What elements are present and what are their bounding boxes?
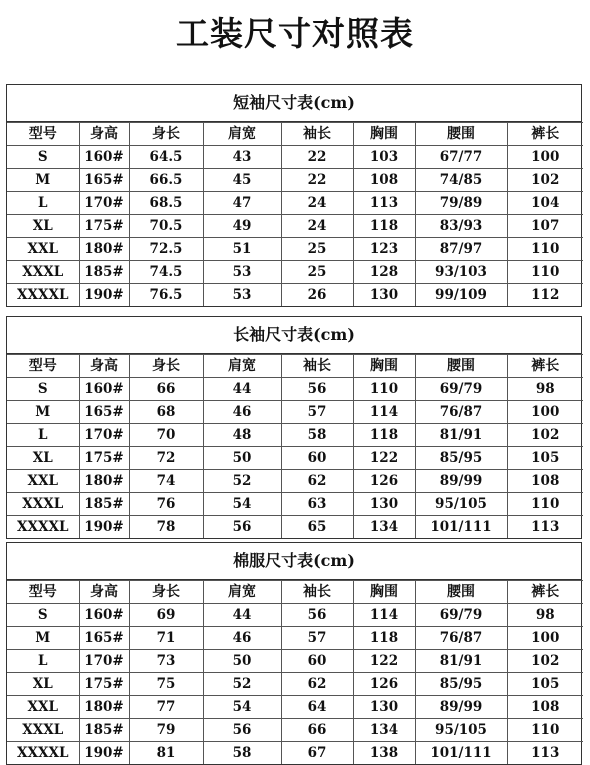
table-cell: XXXXL bbox=[7, 284, 79, 307]
table-cell: 51 bbox=[203, 238, 281, 261]
table-cell: L bbox=[7, 650, 79, 673]
table-cell: 190# bbox=[79, 516, 129, 539]
padded-coat-section bbox=[6, 542, 582, 765]
table-row bbox=[7, 719, 583, 742]
table-cell: M bbox=[7, 401, 79, 424]
table-cell: 100 bbox=[507, 627, 583, 650]
table-cell: 112 bbox=[507, 284, 583, 307]
table-cell: 74/85 bbox=[415, 169, 507, 192]
table-row bbox=[7, 261, 583, 284]
table-row bbox=[7, 493, 583, 516]
column-header: 型号 bbox=[7, 123, 79, 146]
column-header: 袖长 bbox=[281, 581, 353, 604]
table-cell: 128 bbox=[353, 261, 415, 284]
table-row bbox=[7, 401, 583, 424]
table-cell: 46 bbox=[203, 401, 281, 424]
table-cell: 66 bbox=[129, 378, 203, 401]
table-cell: 56 bbox=[203, 516, 281, 539]
table-cell: 65 bbox=[281, 516, 353, 539]
table-cell: 105 bbox=[507, 673, 583, 696]
table-cell: 76/87 bbox=[415, 627, 507, 650]
table-cell: 53 bbox=[203, 284, 281, 307]
table-cell: 108 bbox=[353, 169, 415, 192]
table-cell: XL bbox=[7, 673, 79, 696]
table-cell: 110 bbox=[507, 493, 583, 516]
table-cell: 67 bbox=[281, 742, 353, 765]
table-row bbox=[7, 627, 583, 650]
table-cell: 165# bbox=[79, 169, 129, 192]
table-cell: 100 bbox=[507, 146, 583, 169]
table-cell: 54 bbox=[203, 696, 281, 719]
table-cell: XXXXL bbox=[7, 742, 79, 765]
table-cell: 104 bbox=[507, 192, 583, 215]
table-cell: 68 bbox=[129, 401, 203, 424]
table-cell: M bbox=[7, 169, 79, 192]
table-cell: 76 bbox=[129, 493, 203, 516]
table-cell: 57 bbox=[281, 627, 353, 650]
table-cell: XXL bbox=[7, 696, 79, 719]
table-row bbox=[7, 192, 583, 215]
table-cell: 87/97 bbox=[415, 238, 507, 261]
table-cell: 126 bbox=[353, 673, 415, 696]
table-cell: S bbox=[7, 378, 79, 401]
table-cell: 62 bbox=[281, 470, 353, 493]
table-row bbox=[7, 673, 583, 696]
header-row bbox=[7, 355, 583, 378]
table-cell: 113 bbox=[507, 516, 583, 539]
table-cell: 101/111 bbox=[415, 742, 507, 765]
table-cell: XXXL bbox=[7, 719, 79, 742]
column-header: 肩宽 bbox=[203, 581, 281, 604]
table-cell: 43 bbox=[203, 146, 281, 169]
table-cell: XXL bbox=[7, 238, 79, 261]
table-cell: 25 bbox=[281, 238, 353, 261]
table-cell: 110 bbox=[507, 719, 583, 742]
table-cell: 170# bbox=[79, 424, 129, 447]
table-cell: 175# bbox=[79, 673, 129, 696]
table-cell: S bbox=[7, 146, 79, 169]
table-cell: 110 bbox=[507, 261, 583, 284]
column-header: 肩宽 bbox=[203, 355, 281, 378]
table-cell: 44 bbox=[203, 378, 281, 401]
table-cell: 50 bbox=[203, 447, 281, 470]
table-cell: 24 bbox=[281, 215, 353, 238]
column-header: 裤长 bbox=[507, 581, 583, 604]
column-header: 身高 bbox=[79, 355, 129, 378]
table-cell: XL bbox=[7, 215, 79, 238]
table-cell: 170# bbox=[79, 192, 129, 215]
short-sleeve-section bbox=[6, 84, 582, 307]
table-cell: 101/111 bbox=[415, 516, 507, 539]
table-row bbox=[7, 169, 583, 192]
table-cell: 72 bbox=[129, 447, 203, 470]
table-cell: 60 bbox=[281, 447, 353, 470]
column-header: 裤长 bbox=[507, 355, 583, 378]
table-cell: XXXL bbox=[7, 493, 79, 516]
table-row bbox=[7, 742, 583, 765]
table-cell: M bbox=[7, 627, 79, 650]
table-cell: 180# bbox=[79, 696, 129, 719]
table-cell: 175# bbox=[79, 215, 129, 238]
table-row bbox=[7, 215, 583, 238]
column-header: 身长 bbox=[129, 355, 203, 378]
table-row bbox=[7, 604, 583, 627]
table-cell: 73 bbox=[129, 650, 203, 673]
column-header: 胸围 bbox=[353, 581, 415, 604]
table-cell: 100 bbox=[507, 401, 583, 424]
table-cell: 60 bbox=[281, 650, 353, 673]
table-cell: 110 bbox=[353, 378, 415, 401]
table-cell: 170# bbox=[79, 650, 129, 673]
table-cell: 185# bbox=[79, 261, 129, 284]
table-cell: 95/105 bbox=[415, 719, 507, 742]
header-row bbox=[7, 123, 583, 146]
table-cell: 126 bbox=[353, 470, 415, 493]
column-header: 型号 bbox=[7, 581, 79, 604]
table-cell: 113 bbox=[507, 742, 583, 765]
table-cell: 114 bbox=[353, 401, 415, 424]
table-cell: 66.5 bbox=[129, 169, 203, 192]
table-cell: 130 bbox=[353, 696, 415, 719]
column-header: 腰围 bbox=[415, 355, 507, 378]
table-cell: L bbox=[7, 192, 79, 215]
page-title: 工装尺寸对照表 bbox=[176, 14, 414, 53]
table-cell: XXXL bbox=[7, 261, 79, 284]
table-cell: 63 bbox=[281, 493, 353, 516]
table-cell: 180# bbox=[79, 470, 129, 493]
table-row bbox=[7, 447, 583, 470]
column-header: 身长 bbox=[129, 123, 203, 146]
table-cell: 81/91 bbox=[415, 424, 507, 447]
column-header: 腰围 bbox=[415, 581, 507, 604]
table-cell: 54 bbox=[203, 493, 281, 516]
column-header: 胸围 bbox=[353, 355, 415, 378]
section-title: 棉服尺寸表(cm) bbox=[7, 543, 581, 580]
table-row bbox=[7, 424, 583, 447]
table-cell: 165# bbox=[79, 401, 129, 424]
column-header: 裤长 bbox=[507, 123, 583, 146]
table-cell: 160# bbox=[79, 146, 129, 169]
table-cell: 81 bbox=[129, 742, 203, 765]
table-cell: 67/77 bbox=[415, 146, 507, 169]
table-cell: 69/79 bbox=[415, 378, 507, 401]
header-row bbox=[7, 581, 583, 604]
table-cell: 52 bbox=[203, 470, 281, 493]
table-cell: 22 bbox=[281, 169, 353, 192]
column-header: 袖长 bbox=[281, 355, 353, 378]
table-cell: 113 bbox=[353, 192, 415, 215]
table-cell: XXXXL bbox=[7, 516, 79, 539]
table-cell: 118 bbox=[353, 424, 415, 447]
column-header: 身长 bbox=[129, 581, 203, 604]
table-cell: 76/87 bbox=[415, 401, 507, 424]
table-cell: 45 bbox=[203, 169, 281, 192]
table-cell: 62 bbox=[281, 673, 353, 696]
table-cell: 83/93 bbox=[415, 215, 507, 238]
table-cell: 46 bbox=[203, 627, 281, 650]
table-row bbox=[7, 146, 583, 169]
table-cell: 122 bbox=[353, 447, 415, 470]
table-cell: 58 bbox=[281, 424, 353, 447]
table-cell: 52 bbox=[203, 673, 281, 696]
table-row bbox=[7, 650, 583, 673]
table-cell: 79 bbox=[129, 719, 203, 742]
table-cell: 114 bbox=[353, 604, 415, 627]
table-cell: XXL bbox=[7, 470, 79, 493]
table-cell: 130 bbox=[353, 493, 415, 516]
table-cell: 190# bbox=[79, 284, 129, 307]
table-cell: 56 bbox=[281, 604, 353, 627]
table-cell: 74.5 bbox=[129, 261, 203, 284]
table-cell: 70.5 bbox=[129, 215, 203, 238]
table-cell: 68.5 bbox=[129, 192, 203, 215]
table-cell: 99/109 bbox=[415, 284, 507, 307]
table-cell: 72.5 bbox=[129, 238, 203, 261]
table-cell: 78 bbox=[129, 516, 203, 539]
table-cell: 58 bbox=[203, 742, 281, 765]
table-cell: 85/95 bbox=[415, 673, 507, 696]
table-cell: 138 bbox=[353, 742, 415, 765]
table-cell: 75 bbox=[129, 673, 203, 696]
table-cell: 50 bbox=[203, 650, 281, 673]
table-cell: 108 bbox=[507, 470, 583, 493]
table-cell: 24 bbox=[281, 192, 353, 215]
column-header: 胸围 bbox=[353, 123, 415, 146]
table-cell: 102 bbox=[507, 650, 583, 673]
table-cell: 108 bbox=[507, 696, 583, 719]
size-table bbox=[7, 354, 583, 538]
table-cell: 123 bbox=[353, 238, 415, 261]
table-cell: 102 bbox=[507, 169, 583, 192]
column-header: 肩宽 bbox=[203, 123, 281, 146]
table-cell: 47 bbox=[203, 192, 281, 215]
table-row bbox=[7, 378, 583, 401]
table-cell: 122 bbox=[353, 650, 415, 673]
table-cell: 74 bbox=[129, 470, 203, 493]
table-cell: 25 bbox=[281, 261, 353, 284]
table-cell: 118 bbox=[353, 627, 415, 650]
table-cell: 57 bbox=[281, 401, 353, 424]
table-cell: 26 bbox=[281, 284, 353, 307]
table-cell: 64 bbox=[281, 696, 353, 719]
table-cell: S bbox=[7, 604, 79, 627]
column-header: 袖长 bbox=[281, 123, 353, 146]
table-cell: 130 bbox=[353, 284, 415, 307]
table-cell: 64.5 bbox=[129, 146, 203, 169]
table-cell: 44 bbox=[203, 604, 281, 627]
table-cell: 89/99 bbox=[415, 696, 507, 719]
table-row bbox=[7, 238, 583, 261]
table-cell: 98 bbox=[507, 604, 583, 627]
table-cell: 76.5 bbox=[129, 284, 203, 307]
table-cell: 56 bbox=[203, 719, 281, 742]
table-cell: 53 bbox=[203, 261, 281, 284]
table-cell: 190# bbox=[79, 742, 129, 765]
column-header: 身高 bbox=[79, 123, 129, 146]
table-cell: 71 bbox=[129, 627, 203, 650]
table-cell: 102 bbox=[507, 424, 583, 447]
table-cell: 175# bbox=[79, 447, 129, 470]
table-cell: 81/91 bbox=[415, 650, 507, 673]
size-table bbox=[7, 122, 583, 306]
table-cell: 134 bbox=[353, 516, 415, 539]
table-cell: 22 bbox=[281, 146, 353, 169]
table-cell: 89/99 bbox=[415, 470, 507, 493]
table-cell: 66 bbox=[281, 719, 353, 742]
size-table bbox=[7, 580, 583, 764]
table-cell: 118 bbox=[353, 215, 415, 238]
table-cell: 49 bbox=[203, 215, 281, 238]
column-header: 腰围 bbox=[415, 123, 507, 146]
table-cell: 110 bbox=[507, 238, 583, 261]
column-header: 身高 bbox=[79, 581, 129, 604]
table-cell: 56 bbox=[281, 378, 353, 401]
table-row bbox=[7, 696, 583, 719]
table-cell: 165# bbox=[79, 627, 129, 650]
table-cell: 185# bbox=[79, 493, 129, 516]
table-cell: 134 bbox=[353, 719, 415, 742]
table-row bbox=[7, 470, 583, 493]
table-cell: 93/103 bbox=[415, 261, 507, 284]
table-cell: 95/105 bbox=[415, 493, 507, 516]
table-cell: XL bbox=[7, 447, 79, 470]
section-title: 长袖尺寸表(cm) bbox=[7, 317, 581, 354]
table-cell: 70 bbox=[129, 424, 203, 447]
table-cell: 77 bbox=[129, 696, 203, 719]
table-cell: 79/89 bbox=[415, 192, 507, 215]
table-cell: 180# bbox=[79, 238, 129, 261]
table-cell: 69/79 bbox=[415, 604, 507, 627]
table-cell: 98 bbox=[507, 378, 583, 401]
section-title: 短袖尺寸表(cm) bbox=[7, 85, 581, 122]
table-cell: 103 bbox=[353, 146, 415, 169]
table-cell: L bbox=[7, 424, 79, 447]
column-header: 型号 bbox=[7, 355, 79, 378]
table-cell: 107 bbox=[507, 215, 583, 238]
table-row bbox=[7, 516, 583, 539]
table-cell: 105 bbox=[507, 447, 583, 470]
table-row bbox=[7, 284, 583, 307]
long-sleeve-section bbox=[6, 316, 582, 539]
table-cell: 85/95 bbox=[415, 447, 507, 470]
table-cell: 69 bbox=[129, 604, 203, 627]
table-cell: 160# bbox=[79, 378, 129, 401]
table-cell: 160# bbox=[79, 604, 129, 627]
table-cell: 48 bbox=[203, 424, 281, 447]
table-cell: 185# bbox=[79, 719, 129, 742]
